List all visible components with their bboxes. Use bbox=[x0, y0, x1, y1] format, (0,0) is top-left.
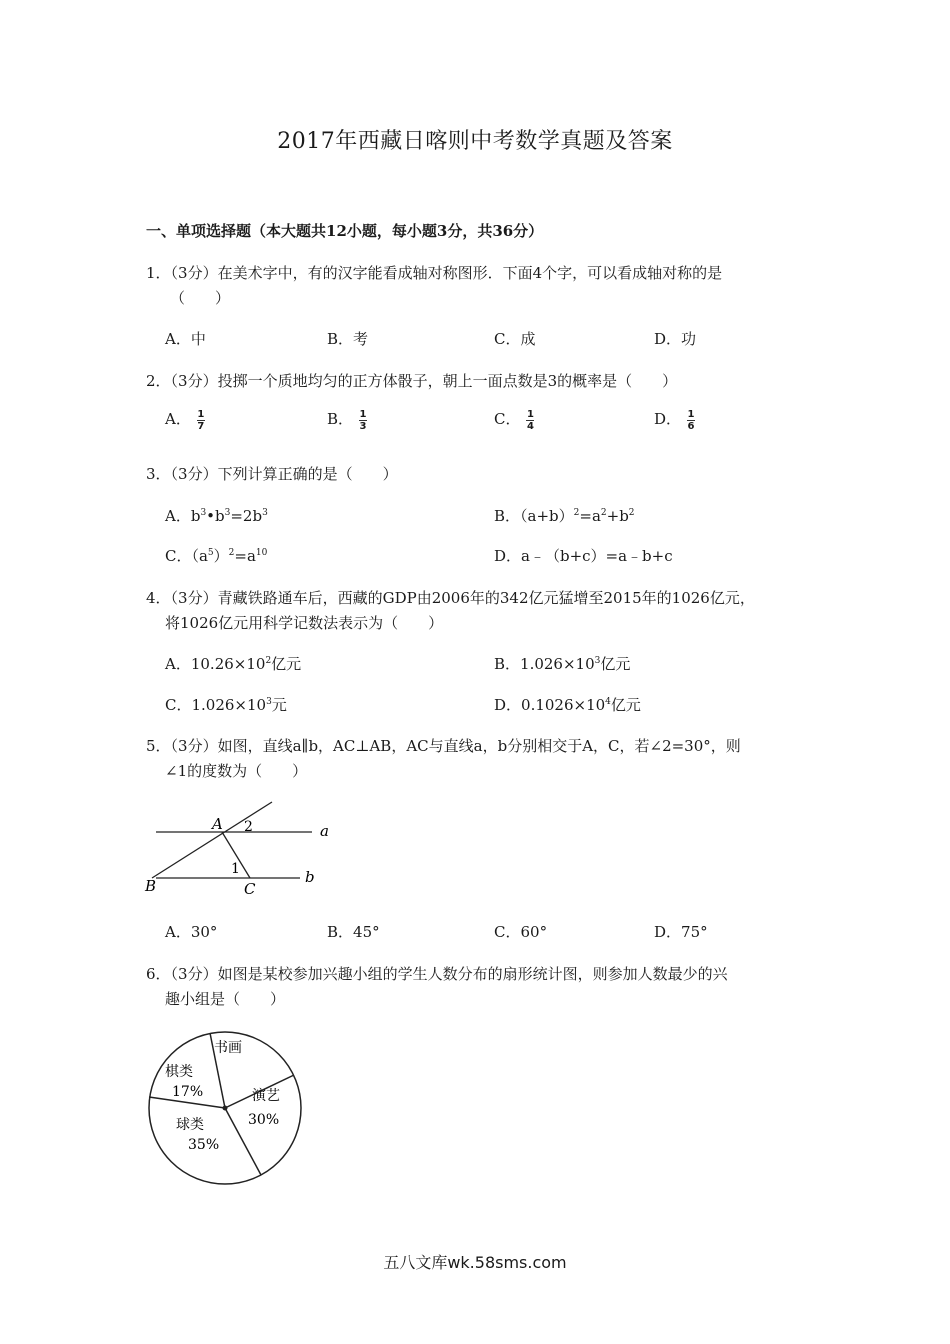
q2-option-c bbox=[494, 408, 534, 432]
q5-option-b: B．45° bbox=[327, 923, 380, 941]
option-label: C． bbox=[494, 410, 521, 428]
q2-option-a bbox=[165, 408, 205, 432]
pie-center bbox=[223, 1106, 228, 1111]
label-line-b: b bbox=[305, 868, 315, 886]
option-label: B． bbox=[327, 410, 354, 428]
question-3-text: 3．（3分）下列计算正确的是（ ） bbox=[146, 465, 398, 483]
parallel-lines-figure bbox=[140, 798, 340, 898]
pie-label-shuhua: 书画 bbox=[214, 1040, 242, 1056]
pie-pct-qiulei: 35% bbox=[188, 1137, 220, 1153]
q2-option-d bbox=[654, 408, 695, 432]
pie-pct-yanyi: 30% bbox=[248, 1112, 280, 1128]
pie-pct-qilei: 17% bbox=[172, 1084, 204, 1100]
fraction: $\frac{1}{4}$ bbox=[527, 408, 534, 432]
pie-chart-figure bbox=[140, 1025, 310, 1190]
label-a-point: A bbox=[212, 815, 223, 833]
fraction: $\frac{1}{3}$ bbox=[359, 408, 367, 432]
q1-option-b: B．考 bbox=[327, 330, 369, 348]
label-line-a: a bbox=[320, 822, 329, 840]
option-label: D． bbox=[654, 410, 682, 428]
question-6-line-2: 趣小组是（ ） bbox=[165, 990, 286, 1008]
question-5-line-2: ∠1的度数为（ ） bbox=[165, 762, 308, 780]
label-angle-2: 2 bbox=[244, 819, 253, 835]
q1-option-a: A．中 bbox=[165, 330, 206, 348]
question-2-text: 2．（3分）投掷一个质地均匀的正方体骰子，朝上一面点数是3的概率是（ ） bbox=[146, 372, 678, 390]
question-1-text: 1．（3分）在美术字中，有的汉字能看成轴对称图形．下面4个字，可以看成轴对称的是 bbox=[146, 264, 723, 282]
q3-option-a: A．$b^3•b^3=2b^3$ bbox=[165, 507, 268, 525]
pie-label-qilei: 棋类 bbox=[165, 1064, 193, 1080]
q3-option-d: D．a﹣（b+c）=a﹣b+c bbox=[494, 547, 673, 565]
q1-option-c: C．成 bbox=[494, 330, 536, 348]
q2-option-b bbox=[327, 408, 367, 432]
question-5-line-1: 5．（3分）如图，直线a∥b，AC⊥AB，AC与直线a，b分别相交于A，C，若∠2=30°，则 bbox=[146, 737, 741, 755]
page-title: 2017年西藏日喀则中考数学真题及答案 bbox=[277, 129, 673, 154]
label-angle-1: 1 bbox=[231, 861, 240, 877]
question-6-line-1: 6．（3分）如图是某校参加兴趣小组的学生人数分布的扇形统计图，则参加人数最少的兴 bbox=[146, 965, 728, 983]
q5-option-c: C．60° bbox=[494, 923, 548, 941]
label-b-point: B bbox=[145, 877, 157, 895]
pie-label-qiulei: 球类 bbox=[176, 1117, 204, 1133]
q4-option-d: D．$0.1026\times 10^4$亿元 bbox=[494, 696, 641, 714]
question-4-line-2: 将1026亿元用科学记数法表示为（ ） bbox=[165, 614, 444, 632]
q5-option-a: A．30° bbox=[165, 923, 218, 941]
label-c-point: C bbox=[244, 880, 256, 898]
line-ab bbox=[152, 802, 272, 878]
question-4-line-1: 4．（3分）青藏铁路通车后，西藏的GDP由2006年的342亿元猛增至2015年的1026亿元， bbox=[146, 589, 755, 607]
pie-label-yanyi: 演艺 bbox=[252, 1088, 280, 1104]
q5-option-d: D．75° bbox=[654, 923, 708, 941]
q4-option-c: C．$1.026\times 10^3$元 bbox=[165, 696, 287, 714]
option-label: A． bbox=[165, 410, 191, 428]
fraction: $\frac{1}{7}$ bbox=[197, 408, 205, 432]
question-1-bracket: （ ） bbox=[170, 289, 231, 307]
q4-option-b: B．$1.026\times 10^3$亿元 bbox=[494, 655, 631, 673]
q3-option-b: B．$(a+b)^2=a^2+b^2$ bbox=[494, 507, 635, 525]
q1-option-d: D．功 bbox=[654, 330, 697, 348]
q4-option-a: A．$10.26\times 10^2$亿元 bbox=[165, 655, 302, 673]
section-heading: 一、单项选择题（本大题共12小题，每小题3分，共36分） bbox=[146, 222, 544, 240]
fraction: $\frac{1}{6}$ bbox=[687, 408, 695, 432]
footer-watermark: 五八文库wk.58sms.com bbox=[383, 1253, 567, 1272]
q3-option-c: C．$(a^5)^2=a^{10}$ bbox=[165, 547, 268, 565]
